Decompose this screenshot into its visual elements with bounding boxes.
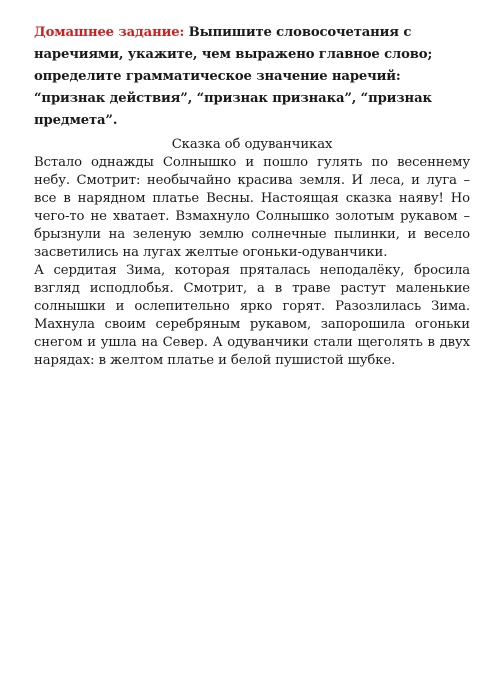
story-title: Сказка об одуванчиках: [171, 137, 333, 152]
homework-label: Домашнее задание:: [34, 25, 185, 40]
story-block: [34, 136, 470, 370]
story-paragraph: Встало однажды Солнышко и пошло гулять по весеннему небу. Смотрит: необычайно красива земля. И леса, и луга – все в нарядном платье Весны. Настоящая сказка наяву! Но чего-то не хватает. Взмахнуло Солнышко золотым рукавом – брызнули на зеленую землю солнечные пылинки, и весело засветились на лугах желтые огоньки-одуванчики.: [34, 155, 470, 260]
story-paragraph: А сердитая Зима, которая пряталась неподалёку, бросила взгляд исподлобья. Смотрит, а в траве растут маленькие солнышки и ослепительно ярко горят. Разозлилась Зима. Махнула своим серебряным рукавом, запорошила огоньки снегом и ушла на Север. А одуванчики стали щеголять в двух нарядах: в желтом платье и белой пушистой шубке.: [34, 263, 470, 368]
homework-instructions: Выпишите словосочетания с наречиями, укажите, чем выражено главное слово; определите грамматическое значение наречий: “признак действия”, “признак признака”, “признак предмета”.: [34, 25, 433, 128]
homework-assignment: [34, 22, 474, 132]
